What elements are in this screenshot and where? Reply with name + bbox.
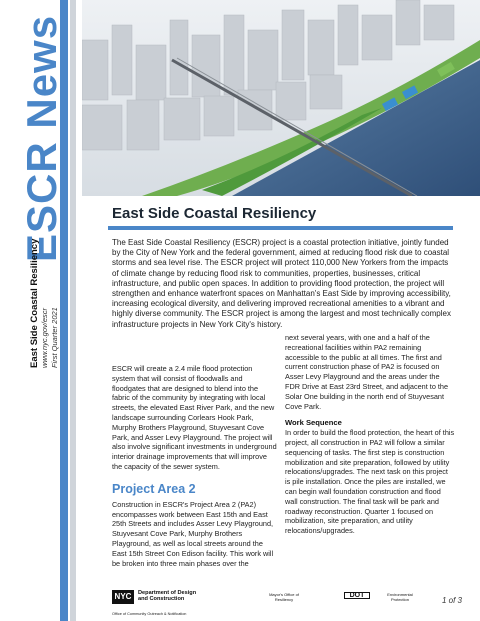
ddc-office-text: Office of Community Outreach & Notification: [112, 612, 187, 616]
section-heading: Project Area 2: [112, 481, 196, 496]
hero-image: [82, 0, 480, 196]
dot-logo: DOT: [344, 592, 370, 599]
project-url[interactable]: www.nyc.gov/escr: [40, 307, 49, 368]
intro-paragraph: The East Side Coastal Resiliency (ESCR) project is a coastal protection initiative, jointly funded by the City of New York and the federal government, aimed at reducing flood risk due to coastal storms and sea level rise. The ESCR project will protect 110,000 New Yorkers from the impacts of climate change by reducing flood risk to communities, properties, businesses, critical infrastructure, and public open spaces. In addition to providing flood protection, the project will strengthen and enhance waterfront spaces on Manhattan's East Side by improving accessibility, increasing ecological diversity, and delivering improved recreational amenities to a vibrant and highly diverse community. The ESCR project is among the largest and most technically complex infrastructure projects in New York City's history.: [112, 238, 451, 329]
mayors-office-logo: Mayor's Office of Resiliency: [269, 592, 299, 602]
title-underline: [108, 226, 453, 230]
page-number: 1 of 3: [441, 596, 462, 605]
accent-bar-secondary: [70, 0, 76, 621]
sidebar-info: [30, 239, 60, 368]
subsection-heading: Work Sequence: [285, 418, 342, 428]
issue-date: First Quarter 2021: [50, 307, 59, 368]
body-paragraph: next several years, with one and a half of the recreational facilities within PA2 remaining accessible to the public at all times. The first and current construction phase of PA2 is focused on Asser Levy Playground and the areas under the FDR Drive at East 23rd Street, and adjacent to the Solar One building in the north end of Stuyvesant Cove Park.: [285, 333, 449, 411]
ddc-logo-text: Department of Design and Construction: [138, 590, 197, 603]
body-paragraph: In order to build the flood protection, the heart of this project, all construction in PA2 will follow a similar sequencing of tasks. The first step is construction mobilization and site preparation, followed by utility relocations/upgrades. The next task on this project is pile installation. Once the piles are installed, we can begin wall foundation construction and flood wall construction. The final task will be park and roadway reconstruction. Quarter 1 focused on mobilization, site preparation, and utility relocations/upgrades.: [285, 428, 455, 536]
footer: [112, 590, 462, 618]
right-column: [285, 333, 455, 536]
newsletter-masthead: ESCR News: [18, 14, 65, 262]
project-name: East Side Coastal Resiliency: [29, 238, 40, 368]
body-paragraph: ESCR will create a 2.4 mile flood protection system that will consist of floodwalls and floodgates that are designed to blend into the fabric of the community by integrating with local streets, the elevated East River Park, and the new landscape surrounding Corlears Hook Park, Murphy Brothers Playground, Stuyvesant Cove Park, and Asser Levy Playground. The project will also involve significant investments in underground interior drainage improvements that will improve the capacity of the sewer system.: [112, 364, 277, 471]
article-title: East Side Coastal Resiliency: [112, 205, 317, 222]
left-column: [112, 364, 277, 568]
waterfront-rendering-image: [82, 0, 480, 196]
body-paragraph: Construction in ESCR's Project Area 2 (PA2) encompasses work between East 15th and East 25th Streets and includes Asser Levy Playground, Stuyvesant Cove Park, Murphy Brothers Playground, as well as local streets around the East 15th Street Con Edison facility. This work will be broken into three main phases over the: [112, 499, 274, 568]
dep-logo: Environmental Protection: [387, 592, 413, 602]
nyc-logo: NYC: [112, 590, 134, 604]
